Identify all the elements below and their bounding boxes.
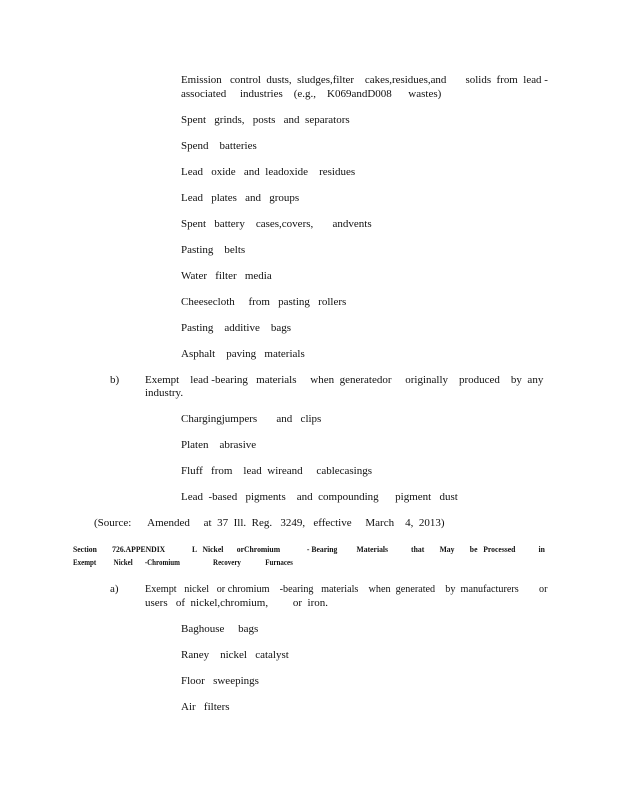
list-item-raney-nickel: Raney nickel catalyst [181,649,289,661]
list-item-lead-pigments: Lead -based pigments and compounding pigment dust [181,491,458,503]
list-item-pasting-belts: Pasting belts [181,244,246,256]
section-heading-line2: Exempt Nickel -Chromium Recovery Furnaces [73,557,293,567]
list-item-spent-grinds: Spent grinds, posts and separators [181,114,350,126]
list-item-floor-sweepings: Floor sweepings [181,675,259,687]
list-item-emission-control-line1: Emission control dusts, sludges,filter cakes,residues,and solids from lead - [181,74,548,86]
list-item-charging-jumpers: Chargingjumpers and clips [181,413,322,425]
list-item-water-filter: Water filter media [181,270,272,282]
list-item-spend-batteries: Spend batteries [181,140,257,152]
list-item-lead-plates: Lead plates and groups [181,192,300,204]
list-item-fluff: Fluff from lead wireand cablecasings [181,465,373,477]
item-b-label: b) [110,374,120,386]
list-item-air-filters: Air filters [181,701,230,713]
list-item-asphalt: Asphalt paving materials [181,348,305,360]
list-item-battery-cases: Spent battery cases,covers, andvents [181,218,372,230]
list-item-baghouse-bags: Baghouse bags [181,623,259,635]
list-item-platen-abrasive: Platen abrasive [181,439,257,451]
item-a-text-line2: users of nickel,chromium, or iron. [145,597,328,609]
item-b-text-line2: industry. [145,387,184,399]
source-note: (Source: Amended at 37 Ill. Reg. 3249, effective March 4, 2013) [94,517,445,529]
list-item-emission-control-line2: associated industries (e.g., K069andD008 wastes) [181,88,442,100]
list-item-cheesecloth: Cheesecloth from pasting rollers [181,296,347,308]
list-item-pasting-additive: Pasting additive bags [181,322,291,334]
item-a-label: a) [110,583,119,595]
section-heading-line1: Section 726.APPENDIX L Nickel orChromium - Bearing Materials that May be Processed in [73,544,545,554]
item-a-text-line1: Exempt nickel or chromium -bearing materials when generated by manufacturers or [145,583,548,595]
item-b-text-line1: Exempt lead -bearing materials when generatedor originally produced by any [145,374,544,386]
list-item-lead-oxide: Lead oxide and leadoxide residues [181,166,356,178]
